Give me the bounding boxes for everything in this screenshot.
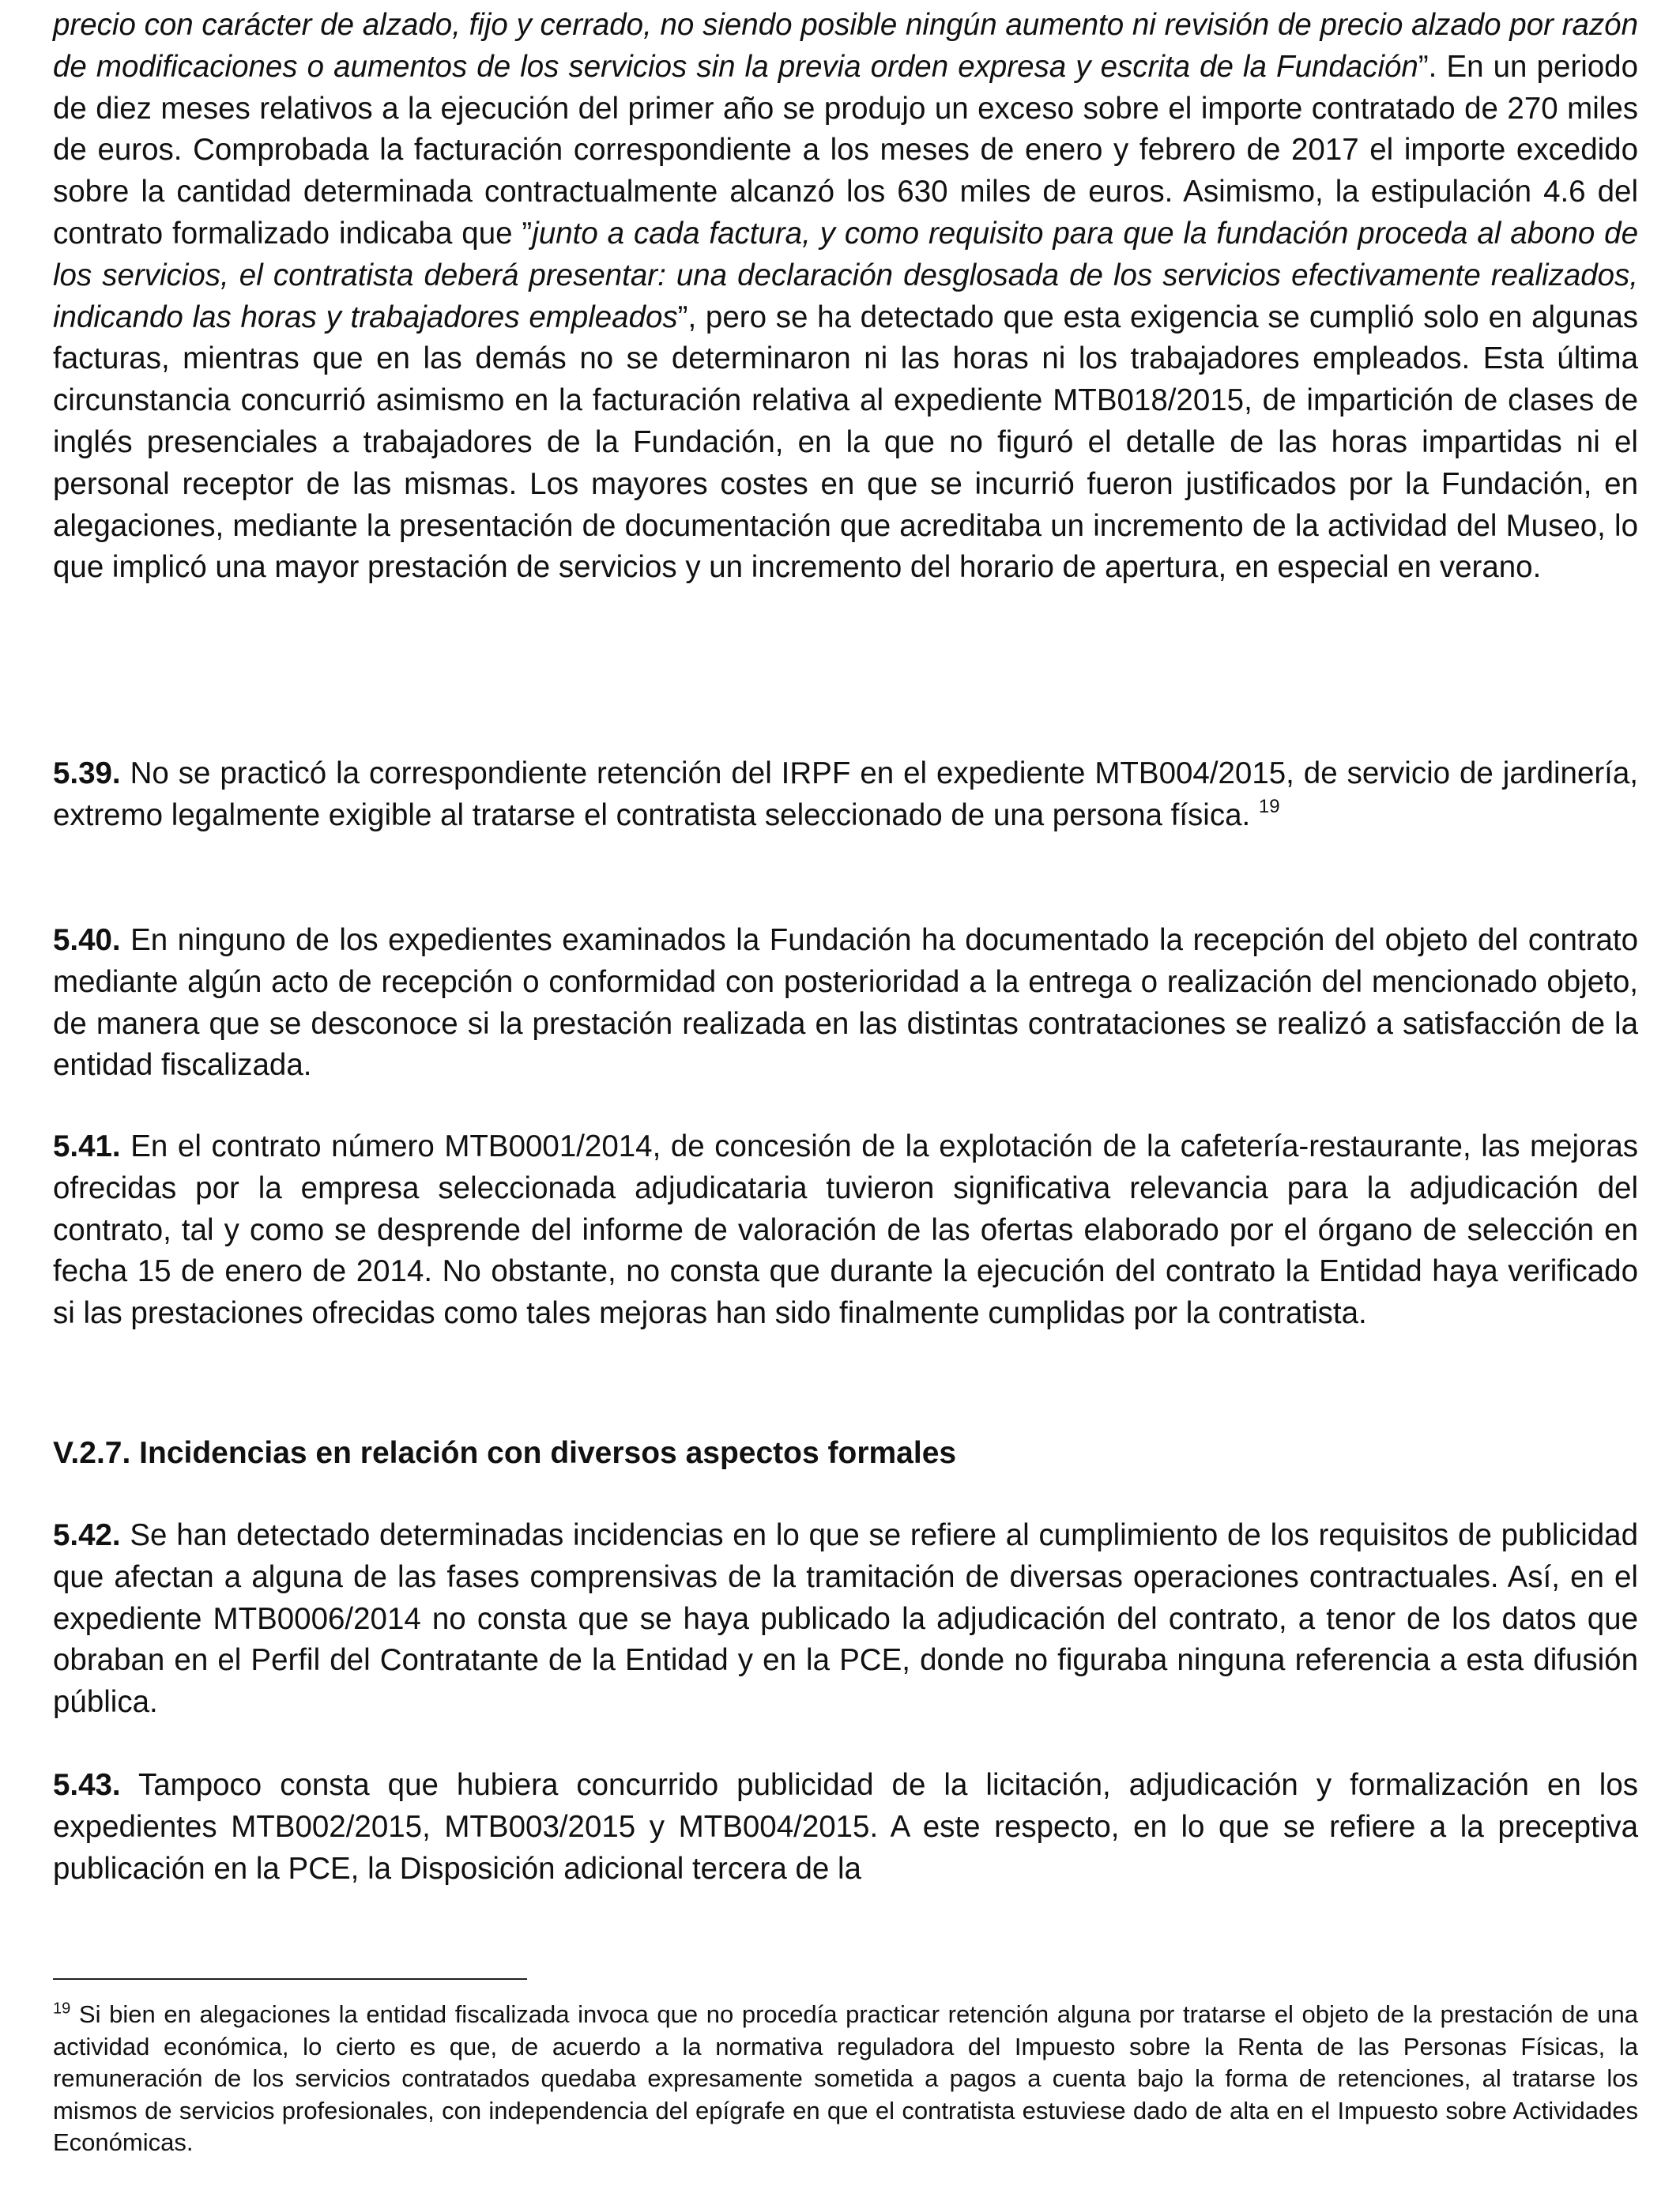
paragraph-5-42 (53, 1515, 1638, 1724)
section-heading: V.2.7. Incidencias en relación con diversos aspectos formales (53, 1436, 957, 1470)
paragraph-text: En el contrato número MTB0001/2014, de concesión de la explotación de la cafetería-restaurante, las mejoras ofrecidas por la empresa seleccionada adjudicataria tuvieron significativa relevancia para la adjudicación del contrato, tal y como se desprende del informe de valoración de las ofertas elaborado por el órgano de selección en fecha 15 de enero de 2014. No obstante, no consta que durante la ejecución del contrato la Entidad haya verificado si las prestaciones ofrecidas como tales mejoras han sido finalmente cumplidas por la contratista. (53, 1129, 1638, 1331)
footnote-19 (53, 1999, 1638, 2159)
paragraph-text-2: ”, pero se ha detectado que esta exigencia se cumplió solo en algunas facturas, mientras que en las demás no se determinaron ni las horas ni los trabajadores empleados. Esta última circunstancia concurrió asimismo en la facturación relativa al expediente MTB018/2015, de impartición de clases de inglés presenciales a trabajadores de la Fundación, en la que no figuró el detalle de las horas impartidas ni el personal receptor de las mismas. Los mayores costes en que se incurrió fueron justificados por la Fundación, en alegaciones, mediante la presentación de documentación que acreditaba un incremento de la actividad del Museo, lo que implicó una mayor prestación de servicios y un incremento del horario de apertura, en especial en verano. (53, 300, 1639, 585)
quote-italic-2: junto a cada factura, y como requisito para que la fundación proceda al abono de los servicios, el contratista deberá presentar: una declaración desglosada de los servicios efectivamente realizados, indicando las horas y trabajadores empleados (53, 216, 1639, 334)
paragraph-5-43 (53, 1765, 1638, 1890)
paragraph-text: No se practicó la correspondiente retención del IRPF en el expediente MTB004/2015, de servicio de jardinería, extremo legalmente exigible al tratarse el contratista seleccionado de una persona física. (53, 756, 1638, 832)
paragraph-5-40 (53, 920, 1638, 1087)
paragraph-text: Tampoco consta que hubiera concurrido publicidad de la licitación, adjudicación y formalización en los expedientes MTB002/2015, MTB003/2015 y MTB004/2015. A este respecto, en lo que se refiere a la preceptiva publicación en la PCE, la Disposición adicional tercera de la (53, 1768, 1638, 1886)
paragraph-continued (53, 5, 1638, 589)
paragraph-text-1: ”. En un periodo de diez meses relativos a la ejecución del primer año se produjo un exceso sobre el importe contratado de 270 miles de euros. Comprobada la facturación correspondiente a los meses de enero y febrero de 2017 el importe excedido sobre la cantidad determinada contractualmente alcanzó los 630 miles de euros. Asimismo, la estipulación 4.6 del contrato formalizado indicaba que ” (53, 49, 1638, 251)
paragraph-number: 5.39. (53, 756, 121, 790)
footnote-separator (53, 1978, 527, 1980)
paragraph-number: 5.41. (53, 1129, 121, 1163)
quote-italic-1: precio con carácter de alzado, fijo y cerrado, no siendo posible ningún aumento ni revisión de precio alzado por razón de modificaciones o aumentos de los servicios sin la previa orden expresa y escrita de la Fundación (53, 8, 1638, 84)
paragraph-5-41 (53, 1126, 1638, 1335)
footnote-reference: 19 (1258, 795, 1280, 817)
paragraph-number: 5.43. (53, 1768, 121, 1802)
paragraph-number: 5.40. (53, 923, 121, 957)
paragraph-text: En ninguno de los expedientes examinados la Fundación ha documentado la recepción del objeto del contrato mediante algún acto de recepción o conformidad con posterioridad a la entrega o realización del mencionado objeto, de manera que se desconoce si la prestación realizada en las distintas contrataciones se realizó a satisfacción de la entidad fiscalizada. (53, 923, 1638, 1083)
paragraph-number: 5.42. (53, 1518, 121, 1552)
paragraph-text: Se han detectado determinadas incidencias en lo que se refiere al cumplimiento de los requisitos de publicidad que afectan a alguna de las fases comprensivas de la tramitación de diversas operaciones contractuales. Así, en el expediente MTB0006/2014 no consta que se haya publicado la adjudicación del contrato, a tenor de los datos que obraban en el Perfil del Contratante de la Entidad y en la PCE, donde no figuraba ninguna referencia a esta difusión pública. (53, 1518, 1638, 1720)
paragraph-5-39 (53, 753, 1638, 837)
footnote-text: Si bien en alegaciones la entidad fiscalizada invoca que no procedía practicar retención alguna por tratarse el objeto de la prestación de una actividad económica, lo cierto es que, de acuerdo a la normativa reguladora del Impuesto sobre la Renta de las Personas Físicas, la remuneración de los servicios contratados quedaba expresamente sometida a pagos a cuenta bajo la forma de retenciones, al tratarse los mismos de servicios profesionales, con independencia del epígrafe en que el contratista estuviese dado de alta en el Impuesto sobre Actividades Económicas. (53, 2000, 1638, 2156)
footnote-number: 19 (53, 2000, 71, 2018)
